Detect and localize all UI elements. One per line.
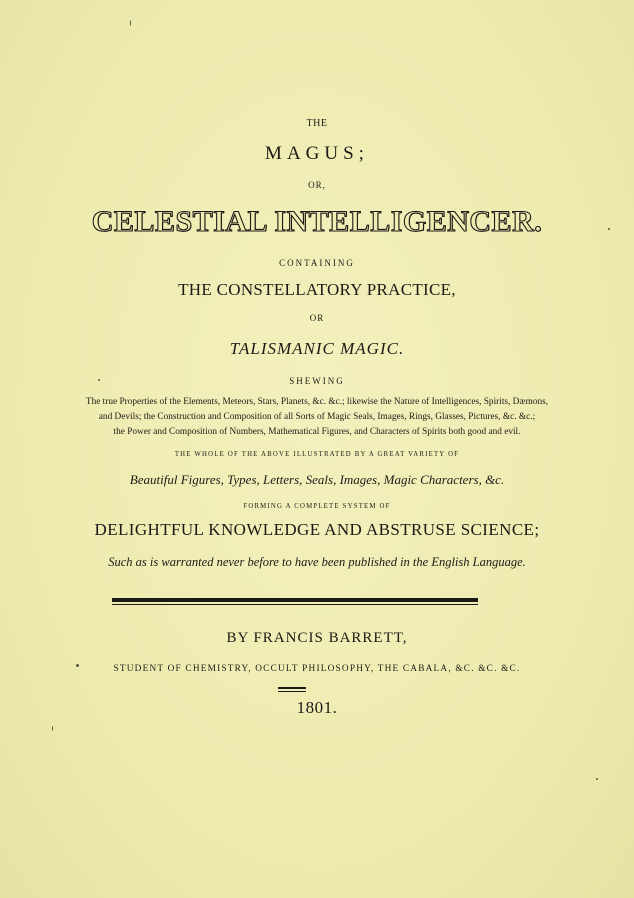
shewing-label: SHEWING [289,376,345,386]
knowledge-line: DELIGHTFUL KNOWLEDGE AND ABSTRUSE SCIENCE; [94,520,540,539]
constellatory-line: THE CONSTELLATORY PRACTICE, [178,280,456,299]
figures-line: Beautiful Figures, Types, Letters, Seals, Images, Magic Characters, &c. [129,472,505,487]
short-rule-thin [278,691,306,692]
description-line-1: The true Properties of the Elements, Meteors, Stars, Planets, &c. &c.; likewise the Nature of Intelligences, Spirits, Dæmons, [85,397,549,407]
paper-speck [608,228,610,230]
paper-speck [76,664,79,667]
article-the: THE [306,118,328,129]
forming-line: FORMING A COMPLETE SYSTEM OF [243,503,391,510]
paper-speck [596,778,598,780]
paper-speck [52,726,53,731]
author-credentials: STUDENT OF CHEMISTRY, OCCULT PHILOSOPHY, THE CABALA, &C. &C. &C. [113,664,521,674]
paper-speck [130,20,131,26]
main-title: MAGUS; [265,143,369,164]
talismanic-line: TALISMANIC MAGIC. [229,339,405,358]
publication-year: 1801. [296,698,338,717]
paper-speck [98,379,100,381]
illustrated-line: THE WHOLE OF THE ABOVE ILLUSTRATED BY A GREAT VARIETY OF [174,451,460,458]
containing-label: CONTAINING [279,258,355,268]
subtitle-celestial: CELESTIAL INTELLIGENCER. [91,205,543,238]
double-rule-thick [112,598,478,602]
description-line-3: the Power and Composition of Numbers, Mathematical Figures, and Characters of Spirits both good and evil. [113,427,521,437]
short-rule-thick [278,687,306,689]
warranted-line: Such as is warranted never before to have been published in the English Language. [108,555,526,569]
conjunction-or-1: OR, [308,180,326,190]
conjunction-or-2: OR [309,313,325,323]
author-byline: BY FRANCIS BARRETT, [226,630,408,646]
double-rule-thin [112,604,478,605]
description-line-2: and Devils; the Construction and Composition of all Sorts of Magic Seals, Images, Rings, Glasses, Pictures, &c. &c.; [98,412,536,422]
